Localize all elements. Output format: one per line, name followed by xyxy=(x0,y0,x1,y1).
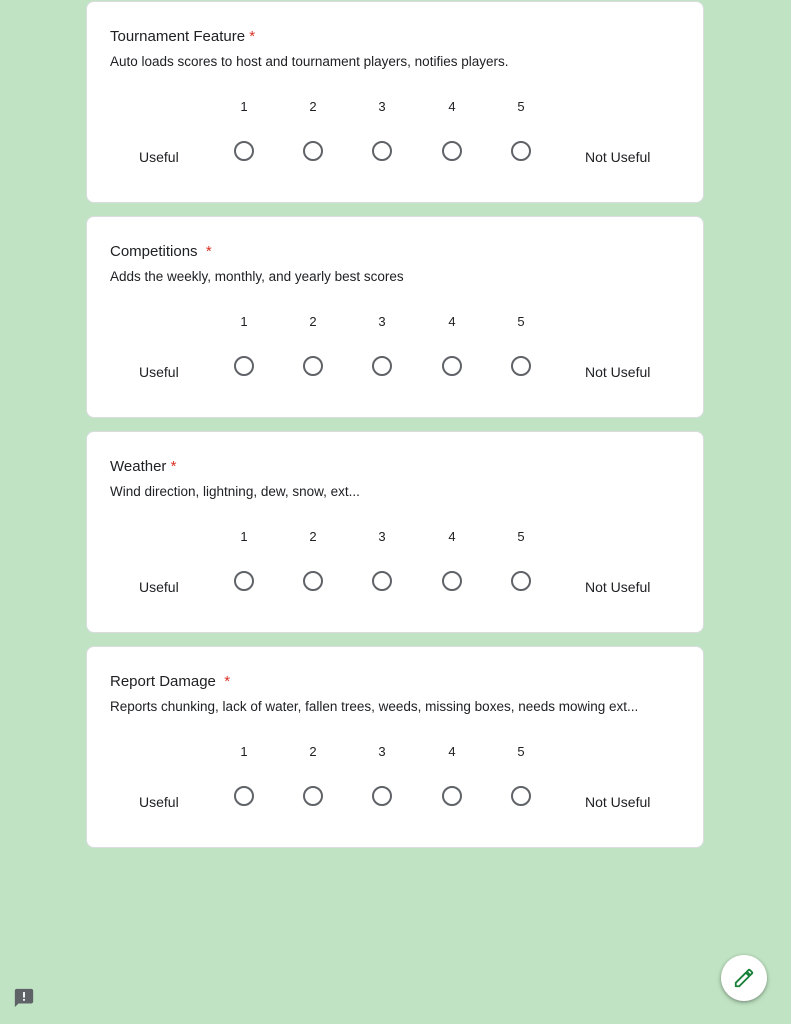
scale-label-1: 1 xyxy=(240,314,248,329)
scale-label-1: 1 xyxy=(240,99,248,114)
scale-label-5: 5 xyxy=(517,529,525,544)
scale-high-label: Not Useful xyxy=(585,794,651,810)
scale-high-label: Not Useful xyxy=(585,579,651,595)
pencil-edit-icon xyxy=(733,967,755,989)
radio-option-5[interactable] xyxy=(511,786,531,806)
scale-high-label: Not Useful xyxy=(585,149,651,165)
required-asterisk: * xyxy=(249,28,256,45)
scale-label-2: 2 xyxy=(309,744,317,759)
question-title: Tournament Feature * xyxy=(110,28,256,45)
question-title: Weather * xyxy=(110,458,177,475)
question-card-weather xyxy=(86,431,704,633)
question-card-tournament-feature xyxy=(86,1,704,203)
scale-high-label: Not Useful xyxy=(585,364,651,380)
scale-label-3: 3 xyxy=(378,529,386,544)
scale-label-3: 3 xyxy=(378,99,386,114)
radio-option-1[interactable] xyxy=(234,141,254,161)
scale-label-4: 4 xyxy=(448,314,456,329)
scale-low-label: Useful xyxy=(139,149,179,165)
radio-option-4[interactable] xyxy=(442,356,462,376)
feedback-icon xyxy=(13,987,35,1009)
radio-option-2[interactable] xyxy=(303,571,323,591)
scale-label-1: 1 xyxy=(240,744,248,759)
edit-response-button[interactable] xyxy=(721,955,767,1001)
scale-label-1: 1 xyxy=(240,529,248,544)
report-feedback-button[interactable] xyxy=(13,987,35,1009)
required-asterisk: * xyxy=(170,458,177,475)
radio-option-1[interactable] xyxy=(234,571,254,591)
scale-label-5: 5 xyxy=(517,744,525,759)
radio-option-5[interactable] xyxy=(511,571,531,591)
radio-option-2[interactable] xyxy=(303,141,323,161)
scale-label-3: 3 xyxy=(378,314,386,329)
scale-low-label: Useful xyxy=(139,794,179,810)
scale-label-4: 4 xyxy=(448,529,456,544)
required-asterisk: * xyxy=(205,243,212,260)
scale-label-3: 3 xyxy=(378,744,386,759)
radio-option-1[interactable] xyxy=(234,356,254,376)
radio-option-1[interactable] xyxy=(234,786,254,806)
radio-option-3[interactable] xyxy=(372,786,392,806)
radio-option-3[interactable] xyxy=(372,356,392,376)
scale-label-2: 2 xyxy=(309,314,317,329)
radio-option-4[interactable] xyxy=(442,141,462,161)
radio-option-3[interactable] xyxy=(372,141,392,161)
scale-label-4: 4 xyxy=(448,99,456,114)
question-description: Adds the weekly, monthly, and yearly best scores xyxy=(110,269,404,284)
scale-label-4: 4 xyxy=(448,744,456,759)
scale-label-5: 5 xyxy=(517,314,525,329)
question-card-report-damage xyxy=(86,646,704,848)
radio-option-2[interactable] xyxy=(303,356,323,376)
radio-option-4[interactable] xyxy=(442,786,462,806)
scale-low-label: Useful xyxy=(139,579,179,595)
scale-label-5: 5 xyxy=(517,99,525,114)
question-description: Wind direction, lightning, dew, snow, ext... xyxy=(110,484,360,499)
question-description: Reports chunking, lack of water, fallen trees, weeds, missing boxes, needs mowing ext... xyxy=(110,699,639,714)
question-title: Competitions * xyxy=(110,243,212,260)
scale-label-2: 2 xyxy=(309,99,317,114)
radio-option-5[interactable] xyxy=(511,141,531,161)
scale-low-label: Useful xyxy=(139,364,179,380)
radio-option-4[interactable] xyxy=(442,571,462,591)
question-description: Auto loads scores to host and tournament players, notifies players. xyxy=(110,54,509,69)
question-card-competitions xyxy=(86,216,704,418)
required-asterisk: * xyxy=(224,673,231,690)
question-title: Report Damage * xyxy=(110,673,231,690)
radio-option-2[interactable] xyxy=(303,786,323,806)
radio-option-3[interactable] xyxy=(372,571,392,591)
scale-label-2: 2 xyxy=(309,529,317,544)
radio-option-5[interactable] xyxy=(511,356,531,376)
